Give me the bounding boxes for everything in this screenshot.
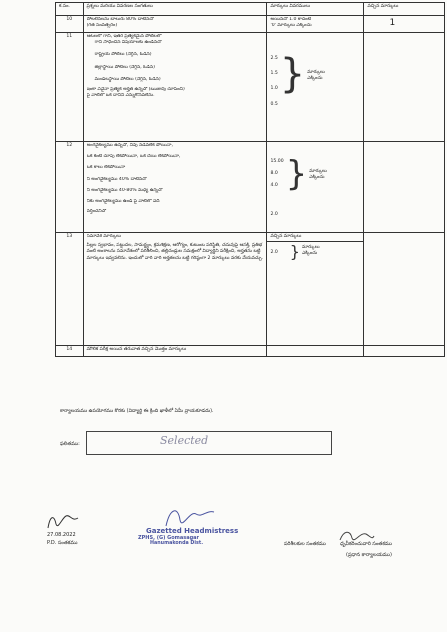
- table-row: [56, 33, 445, 142]
- row-10-desc-line: పోలలేనలను బాలురు 80% దాటినచో: [86, 17, 154, 22]
- row-13-marks: [364, 233, 445, 346]
- row-10-sno: 10: [56, 16, 84, 33]
- table-row: [56, 142, 445, 233]
- header-marks-details: మార్కులు వివరములు: [267, 3, 364, 16]
- row-14-rules: [267, 346, 364, 357]
- verifier-sublabel: (ప్రధాన కార్యాలయము): [346, 552, 392, 558]
- row-11-value: 2.5: [270, 56, 278, 61]
- table-row: [56, 16, 445, 33]
- row-10-mark-value: 1: [389, 18, 396, 28]
- office-use-note: కార్యాలయము ఉపయోగము కొరకు (విద్యార్థి ఈ క్రింది ఖాళీలో ఏమీ వ్రాయకూడదు).: [60, 409, 214, 414]
- row-12-brace: }: [285, 154, 308, 194]
- row-12-description: [83, 142, 267, 233]
- row-12-sno: 12: [56, 142, 84, 233]
- header-description: ప్రశ్నలు మరియు వివరణల సంగతులు: [83, 3, 267, 16]
- verifier-signature-label: ధృవీకరించువారి సంతకము: [340, 541, 392, 547]
- row-13-sno: 13: [56, 233, 84, 346]
- row-10-desc-line: (గత సంవత్సరం): [86, 23, 118, 29]
- row-12-value-list: [270, 159, 283, 218]
- stamp-line-3: Hanumakonda Dist.: [150, 541, 204, 546]
- row-11-value-list: [270, 56, 277, 108]
- row-13-rules-label: మార్కులు ఎక్కించు: [301, 245, 320, 257]
- row-13-brace: }: [289, 242, 300, 262]
- row-14-marks: [364, 346, 445, 357]
- header-sno: క.సం.: [56, 3, 84, 16]
- row-11-description: [83, 33, 267, 142]
- row-10-rule-line: అయినచో 1.0 కాదంటే: [270, 17, 312, 22]
- row-10-rules: [267, 16, 364, 33]
- row-11-value: 1.0: [270, 86, 278, 92]
- row-11-marks: [364, 33, 445, 142]
- table-row: [56, 346, 445, 357]
- row-13-desc-title: సమావేశ మార్కులు: [86, 234, 121, 239]
- row-12-desc-line: అంగవైకల్యము ఉన్నచో, నీవు నడవలేక పోయినా,: [86, 143, 173, 148]
- header-obtained-marks: వచ్చిన మార్కులు: [364, 3, 445, 16]
- row-13-desc-paragraph: పిల్లల స్వభావం, పట్టుదల, సామర్థ్యం, క్రమశిక్షణ, ఆరోగ్యం, కుటుంబ పరిస్థితి, చదువుపై ఆసక్తి, ప్రతిభ వంటి అంశాలను సమావేశంలో పరిశీలించి, తల్లిదండ్రుల సమక్షంలో విద్యార్థిని పరీక్షించి, అర్హతను బట్టి మార్కులు ఇవ్వవలెను. ఇందులో వారి వారి అర్హతలను బట్టి గరిష్ఠంగా 2 మార్కులు వరకు వేయవచ్చు.: [86, 243, 264, 261]
- row-13-value: 2.0: [270, 250, 278, 256]
- row-14-sno: 14: [56, 346, 84, 357]
- row-12-desc-line: ఒక కాలు లేకపోయినా: [86, 165, 126, 171]
- pd-date: 27.08.2022: [47, 532, 76, 538]
- row-13-rules-sublabel: వచ్చిన మార్కులు: [267, 233, 363, 242]
- pd-signature-label: P.D. సంతకము: [47, 540, 78, 546]
- row-10-marks: [364, 16, 445, 33]
- inspector-signature-label: పరిశీలకుల సంతకము: [284, 541, 326, 547]
- row-11-values: [270, 51, 360, 108]
- result-value: Selected: [160, 434, 209, 447]
- row-14-description: మౌలిక పరీక్ష అయిన తరువాత వచ్చిన మొత్తం మార్కులు: [83, 346, 267, 357]
- row-11-desc-line: పై వాటిలో ఒక దానిని ఎన్నుకొనవలెను.: [86, 93, 155, 99]
- row-12-desc-line: నీకు అంగవైకల్యము ఉండి పై వాటిలో ఏది: [86, 198, 160, 204]
- row-10-description: [83, 16, 267, 33]
- row-12-value: 8.0: [270, 171, 278, 177]
- row-13-values: [270, 244, 360, 260]
- pd-signature-icon: [44, 510, 84, 532]
- stamp-line-1: Gazetted Headmistress: [146, 527, 239, 535]
- row-11-desc-line: జిల్లాస్థాయి పోటీలు (నెగ్గిన, ఓడిన): [94, 64, 155, 70]
- row-11-value: 0.5: [270, 101, 278, 107]
- row-11-desc-line: గాని సాధించిన విషయాలకు ఉండినచో: [94, 40, 162, 46]
- table-header-row: [56, 3, 445, 16]
- row-10-rule-line: '0' మార్కులు ఎక్కించు: [270, 23, 312, 29]
- table-row: [56, 233, 445, 346]
- row-12-value: 2.0: [270, 211, 278, 217]
- row-13-description: [83, 233, 267, 346]
- result-label: ఫలితము:: [60, 441, 80, 447]
- row-12-rules: [267, 142, 364, 233]
- row-11-desc-line: ఆటలలో గాని, ఇతర ప్రత్యేకమైన పోటీలలో: [86, 34, 162, 39]
- row-12-desc-line: వర్తించనిచో: [86, 209, 107, 215]
- row-11-desc-line: ఇంకా ఏవైనా ప్రత్యేక అర్హత ఉన్నచో (ఋజువు చూపించి): [86, 86, 185, 92]
- row-12-value: 4.0: [270, 183, 278, 189]
- row-11-sno: 11: [56, 33, 84, 142]
- row-12-value: 15.00: [270, 159, 284, 164]
- row-13-rules: [267, 233, 364, 346]
- row-12-desc-line: నీ అంగవైకల్యము 40-80% మధ్య ఉన్నచో: [86, 187, 163, 193]
- row-12-marks: [364, 142, 445, 233]
- row-11-value: 1.5: [270, 71, 278, 77]
- stamp-line-2: ZPHS, (G) Gomasagar: [138, 535, 200, 541]
- row-12-desc-line: నీ అంగవైకల్యము 40% దాటినచో: [86, 176, 147, 182]
- row-12-rules-label: మార్కులు ఎక్కించు: [309, 169, 327, 181]
- row-11-desc-line: మండలస్థాయి పోటీలు (నెగ్గిన, ఓడిన): [94, 76, 161, 82]
- row-12-values: [270, 154, 360, 218]
- headmistress-stamp: [138, 527, 266, 546]
- result-box: [86, 431, 332, 455]
- row-11-brace: }: [279, 51, 306, 97]
- row-11-rules-label: మార్కులు ఎక్కించు: [307, 70, 325, 82]
- row-11-desc-line: రాష్ట్రీయ పోటీలు (నెగ్గిన, ఓడిన): [94, 52, 152, 58]
- row-11-rules: [267, 33, 364, 142]
- marks-table: [55, 2, 445, 357]
- row-12-desc-line: ఒక కంటి చూపు లేకపోయినా, ఒక చేయి లేకపోయినా,: [86, 154, 181, 160]
